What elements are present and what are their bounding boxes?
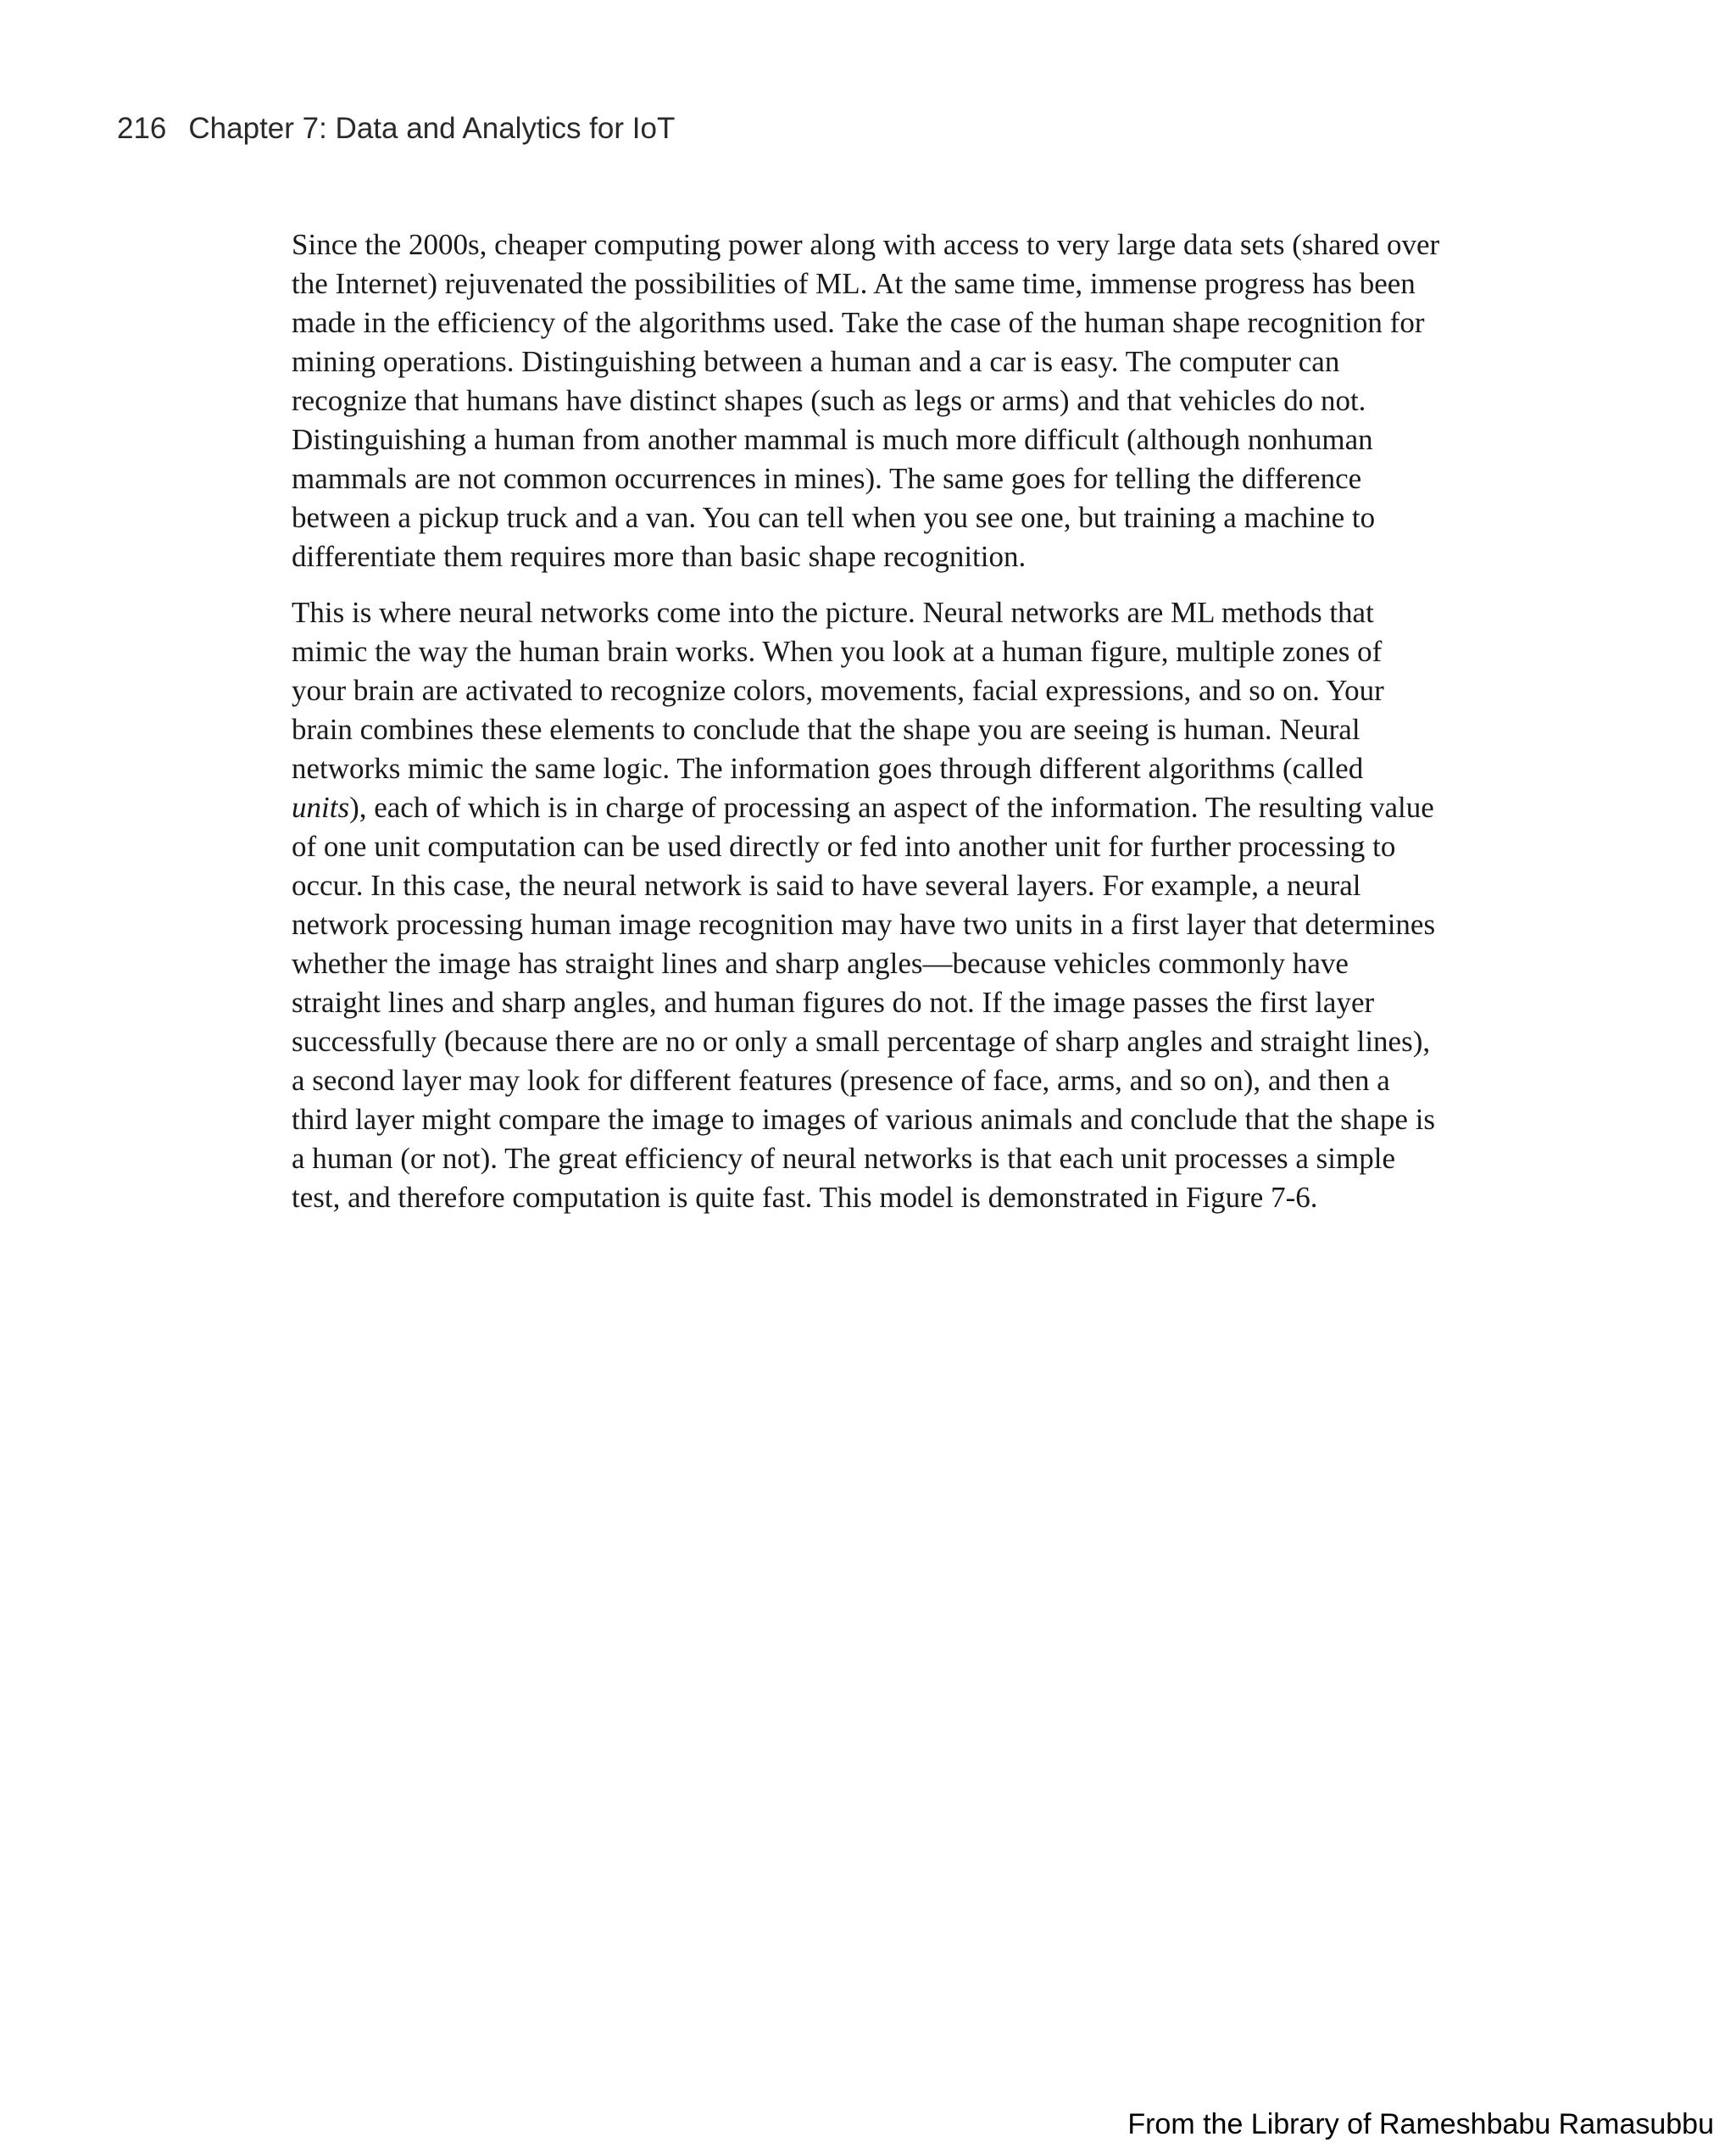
paragraph-neural-networks xyxy=(292,593,1441,1217)
chapter-title: Chapter 7: Data and Analytics for IoT xyxy=(188,112,676,145)
emphasized-term-units: units xyxy=(292,791,350,824)
page-number: 216 xyxy=(117,112,167,145)
paragraph-text-before-emphasis: This is where neural networks come into the picture. Neural networks are ML methods that mimic the way the human brain works. When you look at a human figure, multiple zones of your brain are activated to recognize colors, movements, facial expressions, and so on. Your brain combines these elements to conclude that the shape you are seeing is human. Neural networks mimic the same logic. The information goes through different algorithms (called xyxy=(292,596,1384,785)
paragraph-ml-history: Since the 2000s, cheaper computing power along with access to very large data sets (shared over the Internet) rejuvenated the possibilities of ML. At the same time, immense progress has been made in the efficiency of the algorithms used. Take the case of the human shape recognition for mining operations. Distinguishing between a human and a car is easy. The computer can recognize that humans have distinct shapes (such as legs or arms) and that vehicles do not. Distinguishing a human from another mammal is much more difficult (although nonhuman mammals are not common occurrences in mines). The same goes for telling the difference between a pickup truck and a van. You can tell when you see one, but training a machine to differentiate them requires more than basic shape recognition. xyxy=(292,228,1440,573)
running-header xyxy=(117,110,675,147)
library-footer-note: From the Library of Rameshbabu Ramasubbu xyxy=(1127,2108,1714,2140)
paragraph-text-after-emphasis: ), each of which is in charge of processing an aspect of the information. The resulting value of one unit computation can be used directly or fed into another unit for further processing to occur. In this case, the neural network is said to have several layers. For example, a neural network processing human image recognition may have two units in a first layer that determines whether the image has straight lines and sharp angles—because vehicles commonly have straight lines and sharp angles, and human figures do not. If the image passes the first layer successfully (because there are no or only a small percentage of sharp angles and straight lines), a second layer may look for different features (presence of face, arms, and so on), and then a third layer might compare the image to images of various animals and conclude that the shape is a human (or not). The great efficiency of neural networks is that each unit processes a simple test, and therefore computation is quite fast. This model is demonstrated in Figure 7-6. xyxy=(292,791,1436,1214)
body-text xyxy=(292,225,1441,1234)
